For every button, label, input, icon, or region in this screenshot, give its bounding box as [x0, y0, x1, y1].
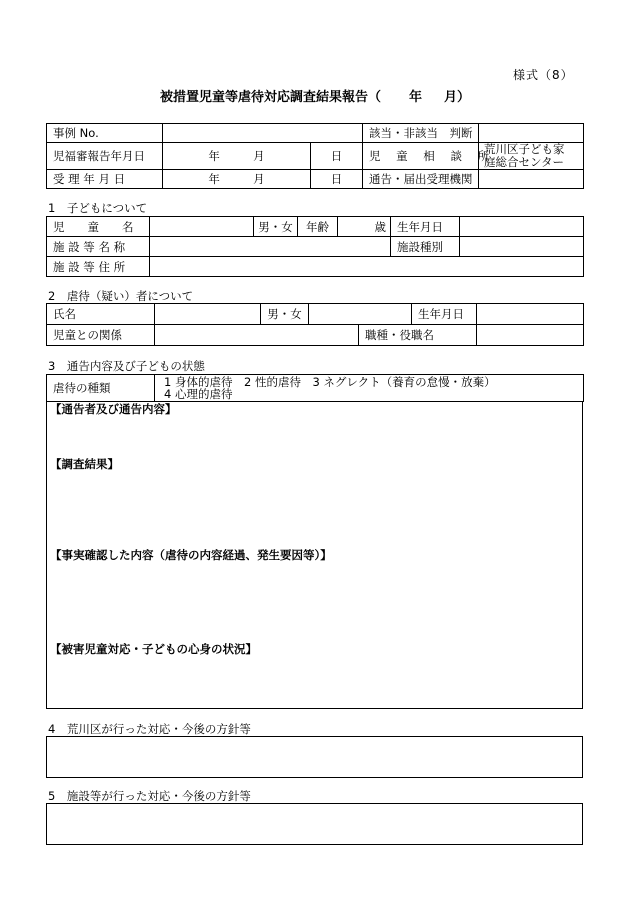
child-table: [46, 216, 584, 277]
section4-heading: 4 荒川区が行った対応・今後の方針等: [48, 722, 251, 736]
receipt-date-month: 月: [253, 172, 265, 186]
facility-response-box[interactable]: [46, 803, 583, 845]
confirmed-heading: 【事実確認した内容（虐待の内容経過、発生要因等）】: [50, 548, 332, 562]
facility-type-label: 施設種別: [391, 237, 460, 257]
report-date-day: 日: [330, 149, 343, 163]
section5-heading: 5 施設等が行った対応・今後の方針等: [48, 789, 251, 803]
receipt-date-label: 受 理 年 月 日: [47, 170, 163, 189]
section3-heading: 3 通告内容及び子どもの状態: [48, 359, 205, 373]
investigation-heading: 【調査結果】: [50, 457, 119, 471]
report-date-value[interactable]: [163, 143, 311, 170]
child-birthdate-label: 生年月日: [391, 217, 460, 237]
receipt-date-day-cell[interactable]: [311, 170, 363, 189]
abuse-types-line1: 1 身体的虐待 2 性的虐待 3 ネグレクト（養育の怠慢・放棄）: [164, 375, 496, 389]
section1-heading: 1 子どもについて: [48, 201, 148, 215]
applicable-label: 該当・非該当 判断: [363, 124, 479, 143]
section2-heading: 2 虐待（疑い）者について: [48, 289, 194, 303]
child-name-label: [47, 217, 150, 237]
case-no-value[interactable]: [163, 124, 363, 143]
form-number: 様式（8）: [513, 68, 574, 82]
title-main: 被措置児童等虐待対応調査結果報告（: [159, 90, 381, 105]
title-year: 年: [408, 90, 422, 105]
abuse-type-table: [46, 374, 584, 402]
child-sex[interactable]: 男・女: [254, 217, 298, 237]
abuser-sex[interactable]: 男・女: [261, 304, 309, 325]
notifier-heading: 【通告者及び通告内容】: [50, 402, 177, 416]
abuse-types-line2: 4 心理的虐待: [164, 387, 233, 401]
abuser-name-label: 氏名: [47, 304, 155, 325]
facility-address-label: 施 設 等 住 所: [47, 257, 150, 277]
occupation-value[interactable]: [477, 325, 584, 346]
page-title: [0, 86, 630, 105]
title-month: 月）: [444, 90, 471, 105]
facility-address-value[interactable]: [150, 257, 584, 277]
report-date-month: 月: [253, 149, 265, 163]
header-table: [46, 123, 584, 189]
case-no-label: 事例 No.: [47, 124, 163, 143]
consult-center-value: [479, 143, 584, 170]
facility-type-value[interactable]: [460, 237, 584, 257]
occupation-label: 職種・役職名: [359, 325, 477, 346]
relationship-label: 児童との関係: [47, 325, 155, 346]
relationship-value[interactable]: [155, 325, 359, 346]
abuser-table: [46, 303, 584, 346]
child-age-value[interactable]: [338, 217, 391, 237]
report-date-day-cell[interactable]: [311, 143, 363, 170]
consult-center-label: [363, 143, 496, 170]
consult-center-value-line1: 荒川区子ども家: [484, 142, 565, 156]
abuser-name-value[interactable]: [155, 304, 261, 325]
receiving-agency-label: 通告・届出受理機関: [363, 170, 479, 189]
victim-heading: 【被害児童対応・子どもの心身の状況】: [50, 642, 257, 656]
receiving-agency-value[interactable]: [479, 170, 584, 189]
receipt-date-day: 日: [330, 172, 343, 186]
consult-center-value-line2: 庭総合センター: [484, 155, 565, 169]
applicable-value[interactable]: [479, 124, 584, 143]
abuser-extra-value[interactable]: [309, 304, 412, 325]
abuser-birthdate-value[interactable]: [477, 304, 584, 325]
facility-name-value[interactable]: [150, 237, 391, 257]
abuser-birthdate-label: 生年月日: [412, 304, 477, 325]
abuse-type-label: 虐待の種類: [47, 375, 155, 402]
child-name-label-text: 児 童 名: [53, 219, 134, 234]
child-name-value[interactable]: [150, 217, 254, 237]
facility-name-label: 施 設 等 名 称: [47, 237, 150, 257]
child-birthdate-value[interactable]: [460, 217, 584, 237]
ward-response-box[interactable]: [46, 736, 583, 778]
consult-center-label-text: 児 童 相 談 所: [369, 149, 496, 163]
child-age-unit: 歳: [374, 219, 386, 234]
receipt-date-year: 年: [208, 172, 220, 186]
report-date-label: 児福審報告年月日: [47, 143, 163, 170]
report-date-year: 年: [208, 149, 220, 163]
receipt-date-value[interactable]: [163, 170, 311, 189]
abuse-type-options[interactable]: [155, 375, 584, 402]
child-age-label: 年齢: [298, 217, 338, 237]
